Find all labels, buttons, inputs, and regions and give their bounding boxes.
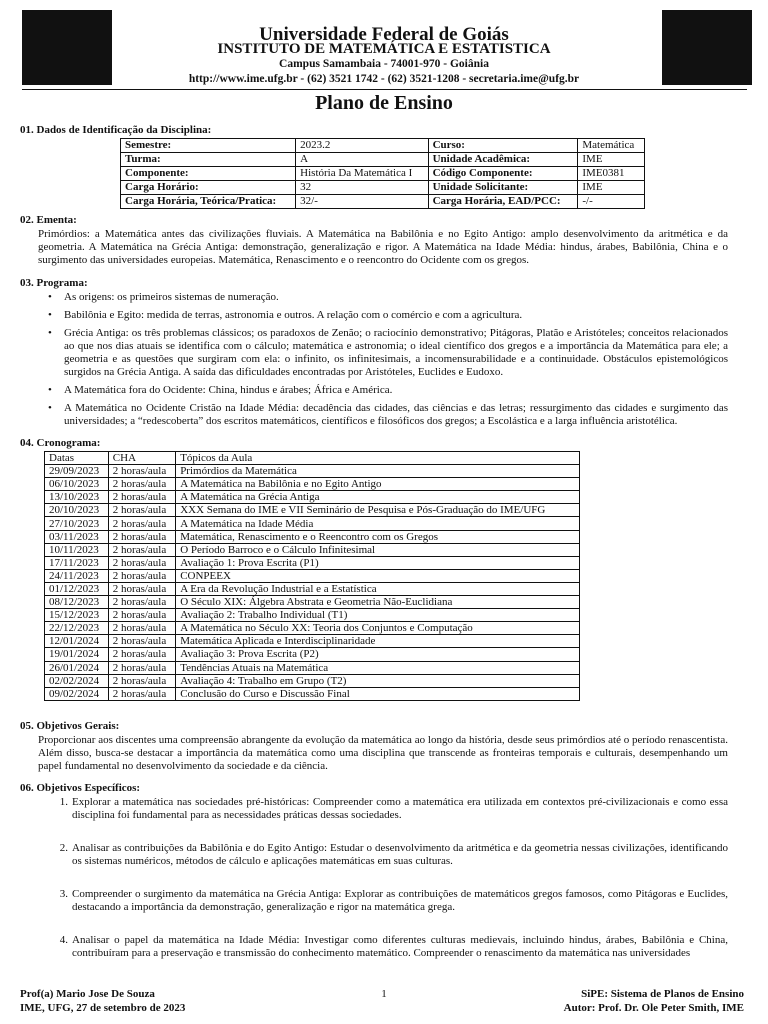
cronograma-topic: CONPEEX (176, 569, 580, 582)
identification-label: Semestre: (121, 139, 296, 153)
cronograma-topic: Primórdios da Matemática (176, 465, 580, 478)
list-item (38, 934, 728, 960)
table-row (45, 556, 580, 569)
cronograma-topic: Avaliação 1: Prova Escrita (P1) (176, 556, 580, 569)
cronograma-header-cell: Datas (45, 452, 109, 465)
identification-value: IME (578, 181, 645, 195)
cronograma-cha: 2 horas/aula (108, 569, 175, 582)
identification-table (120, 138, 645, 209)
table-row (45, 478, 580, 491)
cronograma-date: 12/01/2024 (45, 635, 109, 648)
cronograma-cha: 2 horas/aula (108, 661, 175, 674)
objetivos-gerais-text: Proporcionar aos discentes uma compreensão abrangente da evolução da matemática ao longo da história, desde seus primórdios até o período renascentista. Além disso, busca-se destacar a importância da matemática como uma disciplina que transcende as fronteiras temporais e culturais, desempenhando um papel fundamental no desenvolvimento da sociedade e da ciência. (38, 734, 728, 772)
cronograma-topic: A Matemática na Grécia Antiga (176, 491, 580, 504)
table-row (45, 596, 580, 609)
section-heading-identification: 01. Dados de Identificação da Disciplina: (20, 124, 212, 136)
table-row (45, 609, 580, 622)
identification-row (121, 167, 645, 181)
identification-label: Carga Horário: (121, 181, 296, 195)
programa-item (38, 309, 728, 322)
footer-system-name: SiPE: Sistema de Planos de Ensino (581, 988, 744, 1000)
cronograma-cha: 2 horas/aula (108, 674, 175, 687)
list-item (38, 888, 728, 914)
cronograma-topic: A Matemática na Babilônia e no Egito Antigo (176, 478, 580, 491)
objetivo-text: Explorar a matemática nas sociedades pré-históricas: Compreender como a matemática era utilizada em contextos pré-civilizacionais e como essa disciplina foi fundamental para as necessidades práticas dessas sociedades. (72, 796, 728, 821)
cronograma-cha: 2 horas/aula (108, 648, 175, 661)
cronograma-date: 01/12/2023 (45, 582, 109, 595)
campus-address: Campus Samambaia - 74001-970 - Goiânia (279, 58, 489, 70)
identification-row (121, 139, 645, 153)
cronograma-topic: A Matemática na Idade Média (176, 517, 580, 530)
table-row (45, 661, 580, 674)
objetivo-text: Compreender o surgimento da matemática na Grécia Antiga: Explorar as contribuições de matemáticos gregos famosos, como Pitágoras e Euclides, destacando a importância da demonstração, generalização e rigor na matemática grega. (72, 888, 728, 913)
identification-value: A (296, 153, 428, 167)
section-heading-objetivos-especificos: 06. Objetivos Específicos: (20, 782, 141, 794)
cronograma-date: 22/12/2023 (45, 622, 109, 635)
cronograma-cha: 2 horas/aula (108, 622, 175, 635)
identification-label: Curso: (428, 139, 578, 153)
cronograma-date: 06/10/2023 (45, 478, 109, 491)
programa-item-text: Grécia Antiga: os três problemas clássicos; os paradoxos de Zenão; o raciocínio demonstrativo; Pitágoras, Platão e Aristóteles; conceitos relacionados ao que nos dias atuais se identifica com o cálculo; matemática e astronomia; o ideal científico dos gregos e a importância da Matemática para ele; a geometria e as questões que surgiram com ela: o infinito, os infinitesimais, a incomensurabilidade e a continuidade. Obstáculos epistemológicos surgidos na Grécia Antiga. A saída das dificuldades encontradas por Aristóteles, Euclides e Eudoxo. (64, 327, 728, 378)
cronograma-topic: Tendências Atuais na Matemática (176, 661, 580, 674)
cronograma-cha: 2 horas/aula (108, 478, 175, 491)
objetivo-number: 1. (59, 796, 68, 808)
cronograma-topic: Avaliação 2: Trabalho Individual (T1) (176, 609, 580, 622)
institute-name: INSTITUTO DE MATEMÁTICA E ESTATISTICA (217, 41, 551, 57)
university-name: Universidade Federal de Goiás (259, 24, 509, 45)
cronograma-topic: XXX Semana do IME e VII Seminário de Pesquisa e Pós-Graduação do IME/UFG (176, 504, 580, 517)
section-heading-cronograma: 04. Cronograma: (20, 437, 101, 449)
cronograma-cha: 2 horas/aula (108, 543, 175, 556)
cronograma-date: 10/11/2023 (45, 543, 109, 556)
cronograma-date: 19/01/2024 (45, 648, 109, 661)
table-row (45, 635, 580, 648)
bullet-icon: • (48, 309, 52, 321)
cronograma-cha: 2 horas/aula (108, 596, 175, 609)
table-row (45, 543, 580, 556)
cronograma-topic: O Período Barroco e o Cálculo Infinitesimal (176, 543, 580, 556)
cronograma-topic: Matemática, Renascimento e o Reencontro com os Gregos (176, 530, 580, 543)
cronograma-cha: 2 horas/aula (108, 530, 175, 543)
bullet-icon: • (48, 327, 52, 339)
section-heading-objetivos-gerais: 05. Objetivos Gerais: (20, 720, 120, 732)
objetivo-number: 4. (59, 934, 68, 946)
table-row (45, 622, 580, 635)
identification-value: 32 (296, 181, 428, 195)
list-item (38, 842, 728, 868)
table-row (45, 491, 580, 504)
programa-list (38, 291, 728, 433)
footer-system-author: Autor: Prof. Dr. Ole Peter Smith, IME (563, 1002, 744, 1014)
identification-value: IME0381 (578, 167, 645, 181)
cronograma-table (44, 451, 580, 701)
cronograma-cha: 2 horas/aula (108, 465, 175, 478)
programa-item-text: A Matemática fora do Ocidente: China, hindus e árabes; África e América. (64, 384, 393, 396)
cronograma-cha: 2 horas/aula (108, 556, 175, 569)
table-row (45, 530, 580, 543)
cronograma-date: 03/11/2023 (45, 530, 109, 543)
cronograma-date: 02/02/2024 (45, 674, 109, 687)
cronograma-date: 29/09/2023 (45, 465, 109, 478)
programa-item-text: Babilônia e Egito: medida de terras, astronomia e outros. A relação com o comércio e com a agricultura. (64, 309, 523, 321)
identification-row (121, 153, 645, 167)
identification-label: Unidade Solicitante: (428, 181, 578, 195)
identification-label: Carga Horária, EAD/PCC: (428, 195, 578, 209)
header-divider (22, 89, 747, 90)
identification-value: IME (578, 153, 645, 167)
identification-value: 2023.2 (296, 139, 428, 153)
cronograma-topic: Avaliação 4: Trabalho em Grupo (T2) (176, 674, 580, 687)
cronograma-cha: 2 horas/aula (108, 635, 175, 648)
identification-row (121, 195, 645, 209)
bullet-icon: • (48, 291, 52, 303)
identification-label: Componente: (121, 167, 296, 181)
list-item (38, 796, 728, 822)
cronograma-date: 24/11/2023 (45, 569, 109, 582)
cronograma-topic: O Século XIX: Álgebra Abstrata e Geometria Não-Euclidiana (176, 596, 580, 609)
table-row (45, 504, 580, 517)
table-row (45, 648, 580, 661)
objetivos-especificos-list (38, 796, 728, 980)
page-title: Plano de Ensino (315, 92, 453, 114)
identification-value: História Da Matemática I (296, 167, 428, 181)
identification-label: Carga Horária, Teórica/Pratica: (121, 195, 296, 209)
cronograma-cha: 2 horas/aula (108, 609, 175, 622)
section-heading-programa: 03. Programa: (20, 277, 88, 289)
objetivo-text: Analisar o papel da matemática na Idade Média: Investigar como diferentes culturas medievais, incluindo hindus, árabes, Babilônia e China, contribuíram para a preservação e transmissão do conhecimento matemático. Compreender o renascimento da matemática nas universidades (72, 934, 728, 959)
table-row (45, 582, 580, 595)
table-row (45, 569, 580, 582)
identification-value: -/- (578, 195, 645, 209)
cronograma-topic: A Era da Revolução Industrial e a Estatística (176, 582, 580, 595)
cronograma-cha: 2 horas/aula (108, 504, 175, 517)
cronograma-header-row (45, 452, 580, 465)
identification-label: Unidade Acadêmica: (428, 153, 578, 167)
cronograma-header-cell: CHA (108, 452, 175, 465)
page-number: 1 (381, 988, 387, 1000)
cronograma-header-cell: Tópicos da Aula (176, 452, 580, 465)
programa-item-text: As origens: os primeiros sistemas de numeração. (64, 291, 279, 303)
objetivo-number: 2. (59, 842, 68, 854)
cronograma-date: 17/11/2023 (45, 556, 109, 569)
cronograma-date: 20/10/2023 (45, 504, 109, 517)
identification-label: Turma: (121, 153, 296, 167)
cronograma-date: 27/10/2023 (45, 517, 109, 530)
bullet-icon: • (48, 402, 52, 414)
programa-item (38, 291, 728, 304)
programa-item (38, 402, 728, 428)
programa-item (38, 327, 728, 379)
cronograma-date: 13/10/2023 (45, 491, 109, 504)
table-row (45, 674, 580, 687)
cronograma-cha: 2 horas/aula (108, 517, 175, 530)
cronograma-cha: 2 horas/aula (108, 491, 175, 504)
objetivo-text: Analisar as contribuições da Babilônia e do Egito Antigo: Estudar o desenvolvimento da aritmética e da geometria nessas civilizações, identificando os sistemas numéricos, métodos de cálculo e aplicações matemáticas em suas culturas. (72, 842, 728, 867)
cronograma-date: 26/01/2024 (45, 661, 109, 674)
contact-line: http://www.ime.ufg.br - (62) 3521 1742 - (62) 3521-1208 - secretaria.ime@ufg.br (188, 73, 580, 85)
programa-item (38, 384, 728, 397)
table-row (45, 465, 580, 478)
footer-system (564, 987, 744, 1015)
cronograma-date: 15/12/2023 (45, 609, 109, 622)
footer-professor: Prof(a) Mario Jose De Souza (20, 988, 155, 1000)
objetivo-number: 3. (59, 888, 68, 900)
bullet-icon: • (48, 384, 52, 396)
section-heading-ementa: 02. Ementa: (20, 214, 77, 226)
table-row (45, 517, 580, 530)
identification-label: Código Componente: (428, 167, 578, 181)
cronograma-date: 08/12/2023 (45, 596, 109, 609)
cronograma-cha: 2 horas/aula (108, 582, 175, 595)
cronograma-topic: A Matemática no Século XX: Teoria dos Conjuntos e Computação (176, 622, 580, 635)
identification-row (121, 181, 645, 195)
programa-item-text: A Matemática no Ocidente Cristão na Idade Média: decadência das cidades, das ciências e das letras; ressurgimento das cidades e surgimento das universidades; a “redescoberta” dos escritos matemáticos, científicos e filosóficos dos gregos; a Escolástica e a larga influência aristotélica. (64, 402, 728, 427)
cronograma-topic: Conclusão do Curso e Discussão Final (176, 687, 580, 700)
ementa-text: Primórdios: a Matemática antes das civilizações fluviais. A Matemática na Babilônia e no Egito Antigo: amplo desenvolvimento da aritmética e da geometria. A Matemática na Grécia Antiga: demonstração, generalização e rigor. A Matemática na Idade Média: hindus, árabes, Babilônia, China e o surgimento das universidades europeias. Matemática, Renascimento e o reencontro do Ocidente com os gregos. (38, 228, 728, 266)
cronograma-date: 09/02/2024 (45, 687, 109, 700)
identification-value: Matemática (578, 139, 645, 153)
cronograma-cha: 2 horas/aula (108, 687, 175, 700)
cronograma-topic: Matemática Aplicada e Interdisciplinaridade (176, 635, 580, 648)
table-row (45, 687, 580, 700)
cronograma-topic: Avaliação 3: Prova Escrita (P2) (176, 648, 580, 661)
footer-date: IME, UFG, 27 de setembro de 2023 (20, 1002, 186, 1014)
identification-value: 32/- (296, 195, 428, 209)
